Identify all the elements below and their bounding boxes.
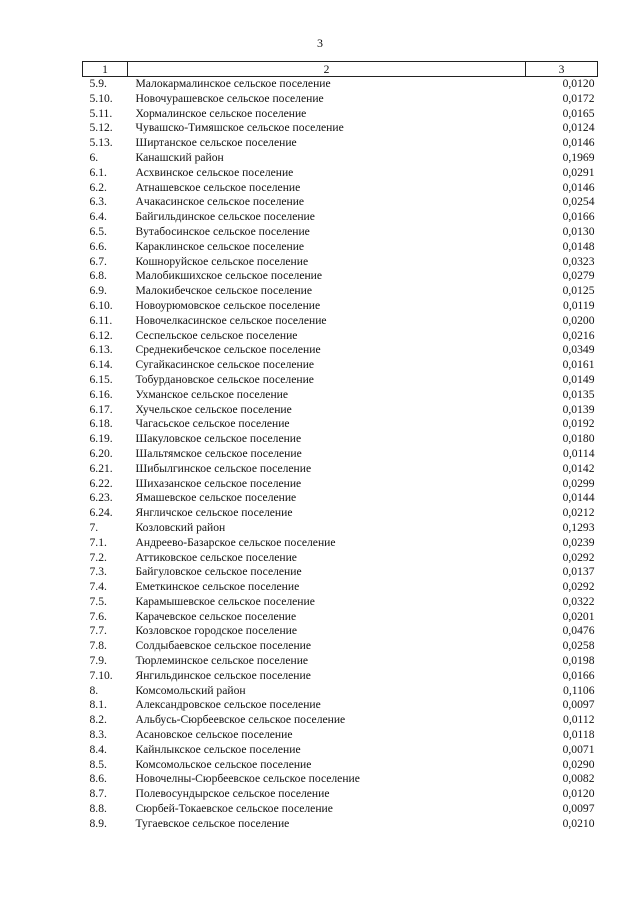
- row-number: 6.5.: [89, 224, 107, 238]
- table-row: [83, 240, 598, 255]
- row-value: 0,0135: [562, 387, 595, 401]
- row-value: 0,0198: [562, 654, 595, 668]
- row-number: 6.11.: [89, 313, 113, 327]
- row-number: 6.1.: [89, 165, 107, 179]
- row-value: 0,0290: [562, 757, 595, 771]
- settlement-name: Александровское сельское поселение: [135, 698, 321, 712]
- table-row: [83, 610, 598, 625]
- row-value: 0,0254: [562, 195, 595, 209]
- settlement-name: Ямашевское сельское поселение: [135, 491, 297, 505]
- table-row: [83, 669, 598, 684]
- row-value: 0,0124: [562, 121, 595, 135]
- settlement-name: Малокармалинское сельское поселение: [135, 77, 331, 90]
- row-number: 6.15.: [89, 372, 113, 386]
- row-number: 6.17.: [89, 402, 113, 416]
- table-row: [83, 329, 598, 344]
- row-number: 7.5.: [89, 594, 107, 608]
- row-value: 0,0097: [562, 802, 595, 816]
- row-value: 0,0142: [562, 461, 595, 475]
- table-row: [83, 787, 598, 802]
- settlement-name: Комсомольское сельское поселение: [135, 757, 312, 771]
- row-value: 0,0279: [562, 269, 595, 283]
- settlement-name: Караклинское сельское поселение: [135, 239, 305, 253]
- row-value: 0,0097: [562, 698, 595, 712]
- row-number: 6.3.: [89, 195, 107, 209]
- table-row: [83, 551, 598, 566]
- settlement-name: Вутабосинское сельское поселение: [135, 224, 310, 238]
- row-value: 0,0137: [562, 565, 595, 579]
- column-header-number: 1: [83, 62, 128, 77]
- settlement-name: Сюрбей-Токаевское сельское поселение: [135, 802, 333, 816]
- table-row: [83, 358, 598, 373]
- settlement-name: Янгильдинское сельское поселение: [135, 668, 311, 682]
- row-number: 5.13.: [89, 136, 113, 150]
- row-number: 7.: [89, 520, 99, 534]
- table-row: [83, 462, 598, 477]
- row-number: 8.7.: [89, 787, 107, 801]
- row-value: 0,0149: [562, 372, 595, 386]
- row-value: 0,0172: [562, 91, 595, 105]
- table-row: [83, 580, 598, 595]
- row-value: 0,0166: [562, 210, 595, 224]
- settlement-name: Полевосундырское сельское поселение: [135, 787, 330, 801]
- settlement-name: Карачевское сельское поселение: [135, 609, 297, 623]
- row-number: 6.19.: [89, 432, 113, 446]
- table-row: [83, 166, 598, 181]
- row-value: 0,0323: [562, 254, 595, 268]
- row-value: 0,0216: [562, 328, 595, 342]
- row-value: 0,1293: [562, 520, 595, 534]
- settlement-name: Янгличское сельское поселение: [135, 506, 293, 520]
- row-value: 0,0201: [562, 609, 595, 623]
- table-row: [83, 447, 598, 462]
- settlement-name: Козловский район: [135, 520, 226, 534]
- row-value: 0,0130: [562, 224, 595, 238]
- row-value: 0,0071: [562, 742, 595, 756]
- settlement-name: Среднекибечское сельское поселение: [135, 343, 321, 357]
- settlement-name: Сугайкасинское сельское поселение: [135, 358, 315, 372]
- row-number: 8.2.: [89, 713, 107, 727]
- allocation-table: [82, 61, 598, 832]
- table-row: [83, 151, 598, 166]
- table-row: [83, 284, 598, 299]
- row-number: 6.6.: [89, 239, 107, 253]
- table-row: [83, 639, 598, 654]
- table-row: [83, 269, 598, 284]
- row-number: 6.9.: [89, 284, 107, 298]
- row-number: 5.12.: [89, 121, 113, 135]
- row-number: 7.1.: [89, 535, 107, 549]
- row-number: 7.4.: [89, 580, 107, 594]
- row-number: 6.7.: [89, 254, 107, 268]
- table-row: [83, 255, 598, 270]
- row-value: 0,0166: [562, 668, 595, 682]
- row-number: 7.7.: [89, 624, 107, 638]
- table-row: [83, 698, 598, 713]
- table-row: [83, 299, 598, 314]
- table-header: [83, 62, 598, 77]
- settlement-name: Шихазанское сельское поселение: [135, 476, 302, 490]
- table-row: [83, 743, 598, 758]
- row-value: 0,0258: [562, 639, 595, 653]
- settlement-name: Хормалинское сельское поселение: [135, 106, 307, 120]
- row-value: 0,1969: [562, 150, 595, 164]
- table-row: [83, 491, 598, 506]
- settlement-name: Асхвинское сельское поселение: [135, 165, 294, 179]
- row-value: 0,0192: [562, 417, 595, 431]
- settlement-name: Аттиковское сельское поселение: [135, 550, 297, 564]
- table-row: [83, 107, 598, 122]
- table-row: [83, 121, 598, 136]
- settlement-name: Чагасьское сельское поселение: [135, 417, 290, 431]
- row-number: 8.1.: [89, 698, 107, 712]
- row-value: 0,0112: [563, 713, 595, 727]
- table-row: [83, 536, 598, 551]
- settlement-name: Альбусь-Сюрбеевское сельское поселение: [135, 713, 346, 727]
- row-number: 6.20.: [89, 446, 113, 460]
- row-value: 0,0120: [562, 787, 595, 801]
- table-row: [83, 181, 598, 196]
- table-row: [83, 388, 598, 403]
- row-value: 0,0118: [563, 728, 595, 742]
- header-row: [83, 62, 598, 77]
- row-number: 8.9.: [89, 816, 107, 830]
- table-row: [83, 521, 598, 536]
- row-value: 0,0476: [562, 624, 595, 638]
- settlement-name: Ухманское сельское поселение: [135, 387, 289, 401]
- row-value: 0,0200: [562, 313, 595, 327]
- row-number: 7.6.: [89, 609, 107, 623]
- table-row: [83, 92, 598, 107]
- row-value: 0,0210: [562, 816, 595, 830]
- row-number: 7.3.: [89, 565, 107, 579]
- settlement-name: Канашский район: [135, 150, 224, 164]
- settlement-name: Новочурашевское сельское поселение: [135, 91, 324, 105]
- row-number: 6.22.: [89, 476, 113, 490]
- row-number: 6.21.: [89, 461, 113, 475]
- table-row: [83, 417, 598, 432]
- row-number: 8.6.: [89, 772, 107, 786]
- settlement-name: Чувашско-Тимяшское сельское поселение: [135, 121, 344, 135]
- table-row: [83, 654, 598, 669]
- row-number: 6.23.: [89, 491, 113, 505]
- settlement-name: Тобурдановское сельское поселение: [135, 372, 314, 386]
- settlement-name: Кошноруйское сельское поселение: [135, 254, 309, 268]
- row-number: 8.8.: [89, 802, 107, 816]
- settlement-name: Карамышевское сельское поселение: [135, 594, 315, 608]
- table-row: [83, 314, 598, 329]
- row-number: 6.8.: [89, 269, 107, 283]
- table-row: [83, 624, 598, 639]
- row-value: 0,0144: [562, 491, 595, 505]
- table-row: [83, 817, 598, 832]
- settlement-name: Андреево-Базарское сельское поселение: [135, 535, 336, 549]
- row-value: 0,0119: [563, 298, 595, 312]
- table-row: [83, 772, 598, 787]
- settlement-name: Асановское сельское поселение: [135, 728, 293, 742]
- row-number: 6.: [89, 150, 99, 164]
- table-row: [83, 565, 598, 580]
- row-number: 6.10.: [89, 298, 113, 312]
- row-number: 8.5.: [89, 757, 107, 771]
- row-value: 0,0082: [562, 772, 595, 786]
- table-row: [83, 684, 598, 699]
- table-row: [83, 432, 598, 447]
- table-row: [83, 403, 598, 418]
- row-number: 8.3.: [89, 728, 107, 742]
- settlement-name: Еметкинское сельское поселение: [135, 580, 300, 594]
- table-row: [83, 477, 598, 492]
- table-row: [83, 373, 598, 388]
- settlement-name: Тугаевское сельское поселение: [135, 816, 290, 830]
- column-header-value: 3: [526, 62, 598, 77]
- settlement-name: Новоурюмовское сельское поселение: [135, 298, 321, 312]
- settlement-name: Солдыбаевское сельское поселение: [135, 639, 312, 653]
- row-value: 0,0146: [562, 136, 595, 150]
- table-row: [83, 728, 598, 743]
- settlement-name: Шакуловское сельское поселение: [135, 432, 302, 446]
- row-value: 0,0322: [562, 594, 595, 608]
- row-value: 0,0161: [562, 358, 595, 372]
- row-value: 0,0292: [562, 550, 595, 564]
- row-number: 8.4.: [89, 742, 107, 756]
- table-row: [83, 77, 598, 92]
- table-row: [83, 713, 598, 728]
- row-number: 5.10.: [89, 91, 113, 105]
- table-row: [83, 802, 598, 817]
- settlement-name: Ширтанское сельское поселение: [135, 136, 297, 150]
- settlement-name: Сеспельское сельское поселение: [135, 328, 298, 342]
- table-row: [83, 195, 598, 210]
- settlement-name: Комсомольский район: [135, 683, 246, 697]
- row-number: 6.16.: [89, 387, 113, 401]
- row-number: 7.10.: [89, 668, 113, 682]
- row-value: 0,0239: [562, 535, 595, 549]
- row-number: 7.9.: [89, 654, 107, 668]
- row-number: 6.4.: [89, 210, 107, 224]
- settlement-name: Малокибечское сельское поселение: [135, 284, 312, 298]
- table-row: [83, 343, 598, 358]
- table-row: [83, 506, 598, 521]
- table-row: [83, 595, 598, 610]
- settlement-name: Новочелкасинское сельское поселение: [135, 313, 327, 327]
- row-number: 6.18.: [89, 417, 113, 431]
- row-value: 0,0180: [562, 432, 595, 446]
- table-body: [83, 77, 598, 832]
- settlement-name: Байгильдинское сельское поселение: [135, 210, 315, 224]
- settlement-name: Ачакасинское сельское поселение: [135, 195, 305, 209]
- row-number: 6.12.: [89, 328, 113, 342]
- settlement-name: Малобикшихское сельское поселение: [135, 269, 323, 283]
- row-value: 0,0299: [562, 476, 595, 490]
- row-value: 0,0349: [562, 343, 595, 357]
- row-value: 0,0148: [562, 239, 595, 253]
- settlement-name: Шибылгинское сельское поселение: [135, 461, 312, 475]
- row-value: 0,0291: [562, 165, 595, 179]
- settlement-name: Кайнлыкское сельское поселение: [135, 742, 301, 756]
- table-row: [83, 225, 598, 240]
- row-number: 8.: [89, 683, 99, 697]
- row-value: 0,0125: [562, 284, 595, 298]
- settlement-name: Тюрлеминское сельское поселение: [135, 654, 309, 668]
- row-number: 5.9.: [89, 77, 107, 90]
- row-value: 0,0212: [562, 506, 595, 520]
- row-value: 0,0292: [562, 580, 595, 594]
- row-number: 6.2.: [89, 180, 107, 194]
- settlement-name: Новочелны-Сюрбеевское сельское поселение: [135, 772, 360, 786]
- row-value: 0,0114: [563, 446, 595, 460]
- settlement-name: Козловское городское поселение: [135, 624, 297, 638]
- row-number: 5.11.: [89, 106, 113, 120]
- settlement-name: Байгуловское сельское поселение: [135, 565, 302, 579]
- row-value: 0,0165: [562, 106, 595, 120]
- settlement-name: Атнашевское сельское поселение: [135, 180, 301, 194]
- table-row: [83, 136, 598, 151]
- table-row: [83, 210, 598, 225]
- row-number: 6.24.: [89, 506, 113, 520]
- column-header-name: 2: [128, 62, 526, 77]
- page-number: 3: [317, 36, 323, 50]
- row-number: 6.13.: [89, 343, 113, 357]
- row-value: 0,0146: [562, 180, 595, 194]
- row-value: 0,0139: [562, 402, 595, 416]
- settlement-name: Шальтямское сельское поселение: [135, 446, 302, 460]
- row-number: 7.8.: [89, 639, 107, 653]
- row-number: 7.2.: [89, 550, 107, 564]
- settlement-name: Хучельское сельское поселение: [135, 402, 292, 416]
- row-value: 0,0120: [562, 77, 595, 90]
- row-value: 0,1106: [563, 683, 595, 697]
- table-row: [83, 758, 598, 773]
- row-number: 6.14.: [89, 358, 113, 372]
